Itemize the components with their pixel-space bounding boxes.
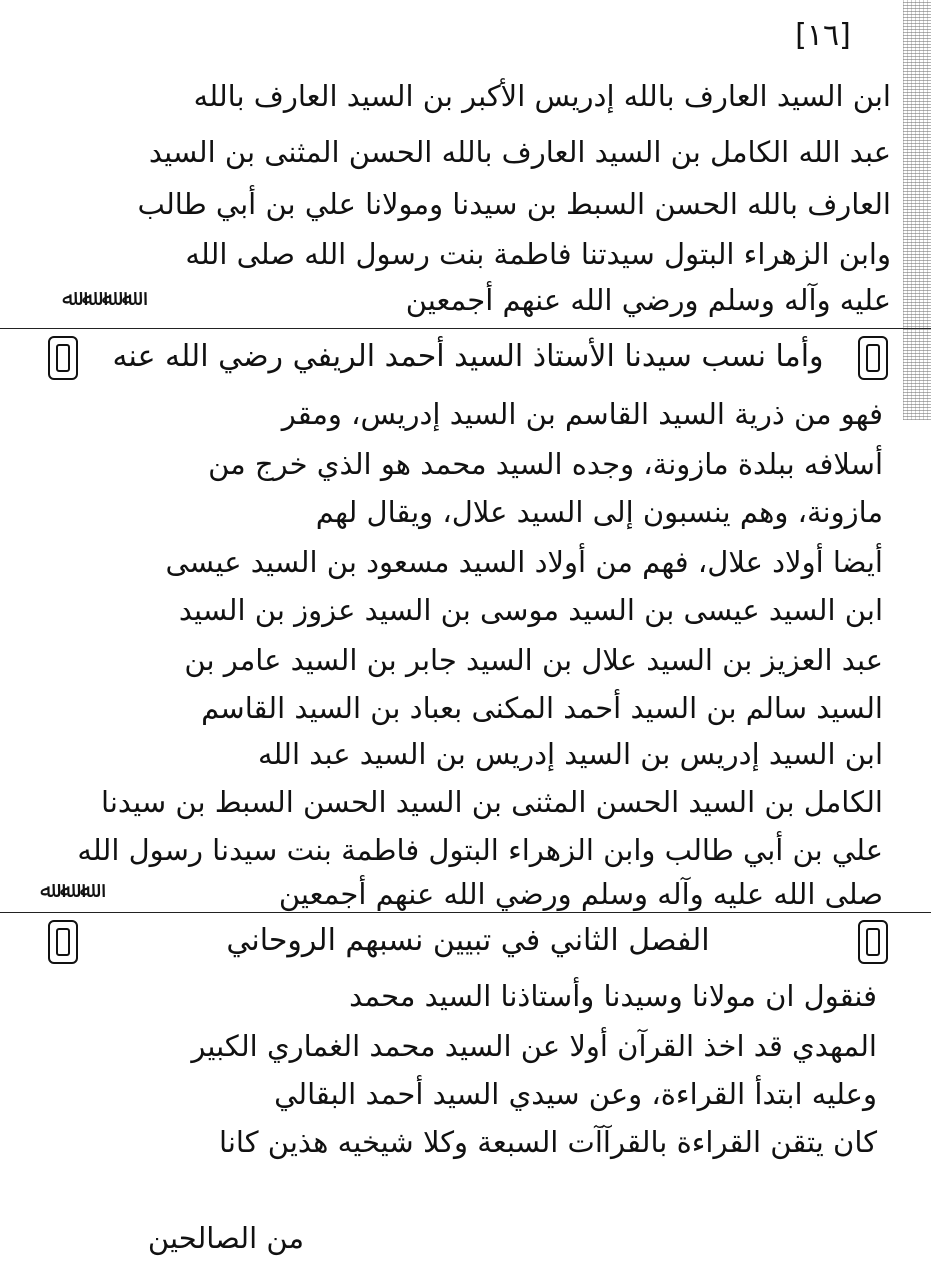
text-line: ابن السيد عيسى بن السيد موسى بن السيد عزوز بن السيد — [178, 593, 883, 627]
text-line: وعليه ابتدأ القراءة، وعن سيدي السيد أحمد البقالي — [274, 1077, 877, 1111]
text-line: فهو من ذرية السيد القاسم بن السيد إدريس، ومقر — [281, 397, 883, 431]
text-line: أيضا أولاد علال، فهم من أولاد السيد مسعود بن السيد عيسى — [165, 545, 883, 579]
heading-text: الفصل الثاني في تبيين نسبهم الروحاني — [226, 923, 710, 958]
text-line: ابن السيد إدريس بن السيد إدريس بن السيد عبد الله — [257, 737, 883, 771]
text-line: علي بن أبي طالب وابن الزهراء البتول فاطمة بنت سيدنا رسول الله — [77, 833, 883, 867]
text-line: الكامل بن السيد الحسن المثنى بن السيد الحسن السبط بن سيدنا — [100, 785, 883, 819]
section-heading — [48, 916, 888, 966]
end-ornament-marks: ﷲ ﷲ ﷲ — [40, 878, 93, 903]
text-line: أسلافه ببلدة مازونة، وجده السيد محمد هو الذي خرج من — [208, 447, 883, 481]
ornament-bracket-icon — [858, 920, 888, 964]
section-heading — [48, 332, 888, 382]
divider-line — [0, 912, 931, 913]
text-line: المهدي قد اخذ القرآن أولا عن السيد محمد الغماري الكبير — [191, 1029, 877, 1063]
ornament-bracket-icon — [48, 920, 78, 964]
text-line: وابن الزهراء البتول سيدتنا فاطمة بنت رسول الله صلى الله — [185, 237, 891, 271]
text-line: عليه وآله وسلم ورضي الله عنهم أجمعين — [405, 283, 891, 317]
text-line: العارف بالله الحسن السبط بن سيدنا ومولانا علي بن أبي طالب — [137, 187, 891, 221]
ornament-bracket-icon — [858, 336, 888, 380]
ornament-bracket-icon — [48, 336, 78, 380]
text-line: صلى الله عليه وآله وسلم ورضي الله عنهم أجمعين — [278, 877, 883, 911]
text-line: مازونة، وهم ينسبون إلى السيد علال، ويقال لهم — [315, 495, 883, 529]
divider-line — [0, 328, 931, 329]
text-line: عبد الله الكامل بن السيد العارف بالله الحسن المثنى بن السيد — [148, 135, 891, 169]
end-ornament-marks: ﷲ ﷲ ﷲ ﷲ — [62, 286, 135, 311]
text-line: فنقول ان مولانا وسيدنا وأستاذنا السيد محمد — [349, 979, 877, 1013]
text-line: ابن السيد العارف بالله إدريس الأكبر بن السيد العارف بالله — [193, 79, 891, 113]
page-number: [١٦] — [795, 18, 851, 53]
scan-edge-noise — [903, 0, 931, 420]
text-line-last: من الصالحين — [147, 1221, 304, 1255]
text-line: كان يتقن القراءة بالقرآآت السبعة وكلا شيخيه هذين كانا — [219, 1125, 877, 1159]
text-line: عبد العزيز بن السيد علال بن السيد جابر بن السيد عامر بن — [184, 643, 883, 677]
heading-text: وأما نسب سيدنا الأستاذ السيد أحمد الريفي رضي الله عنه — [112, 339, 824, 374]
text-line: السيد سالم بن السيد أحمد المكنى بعباد بن السيد القاسم — [201, 691, 883, 725]
